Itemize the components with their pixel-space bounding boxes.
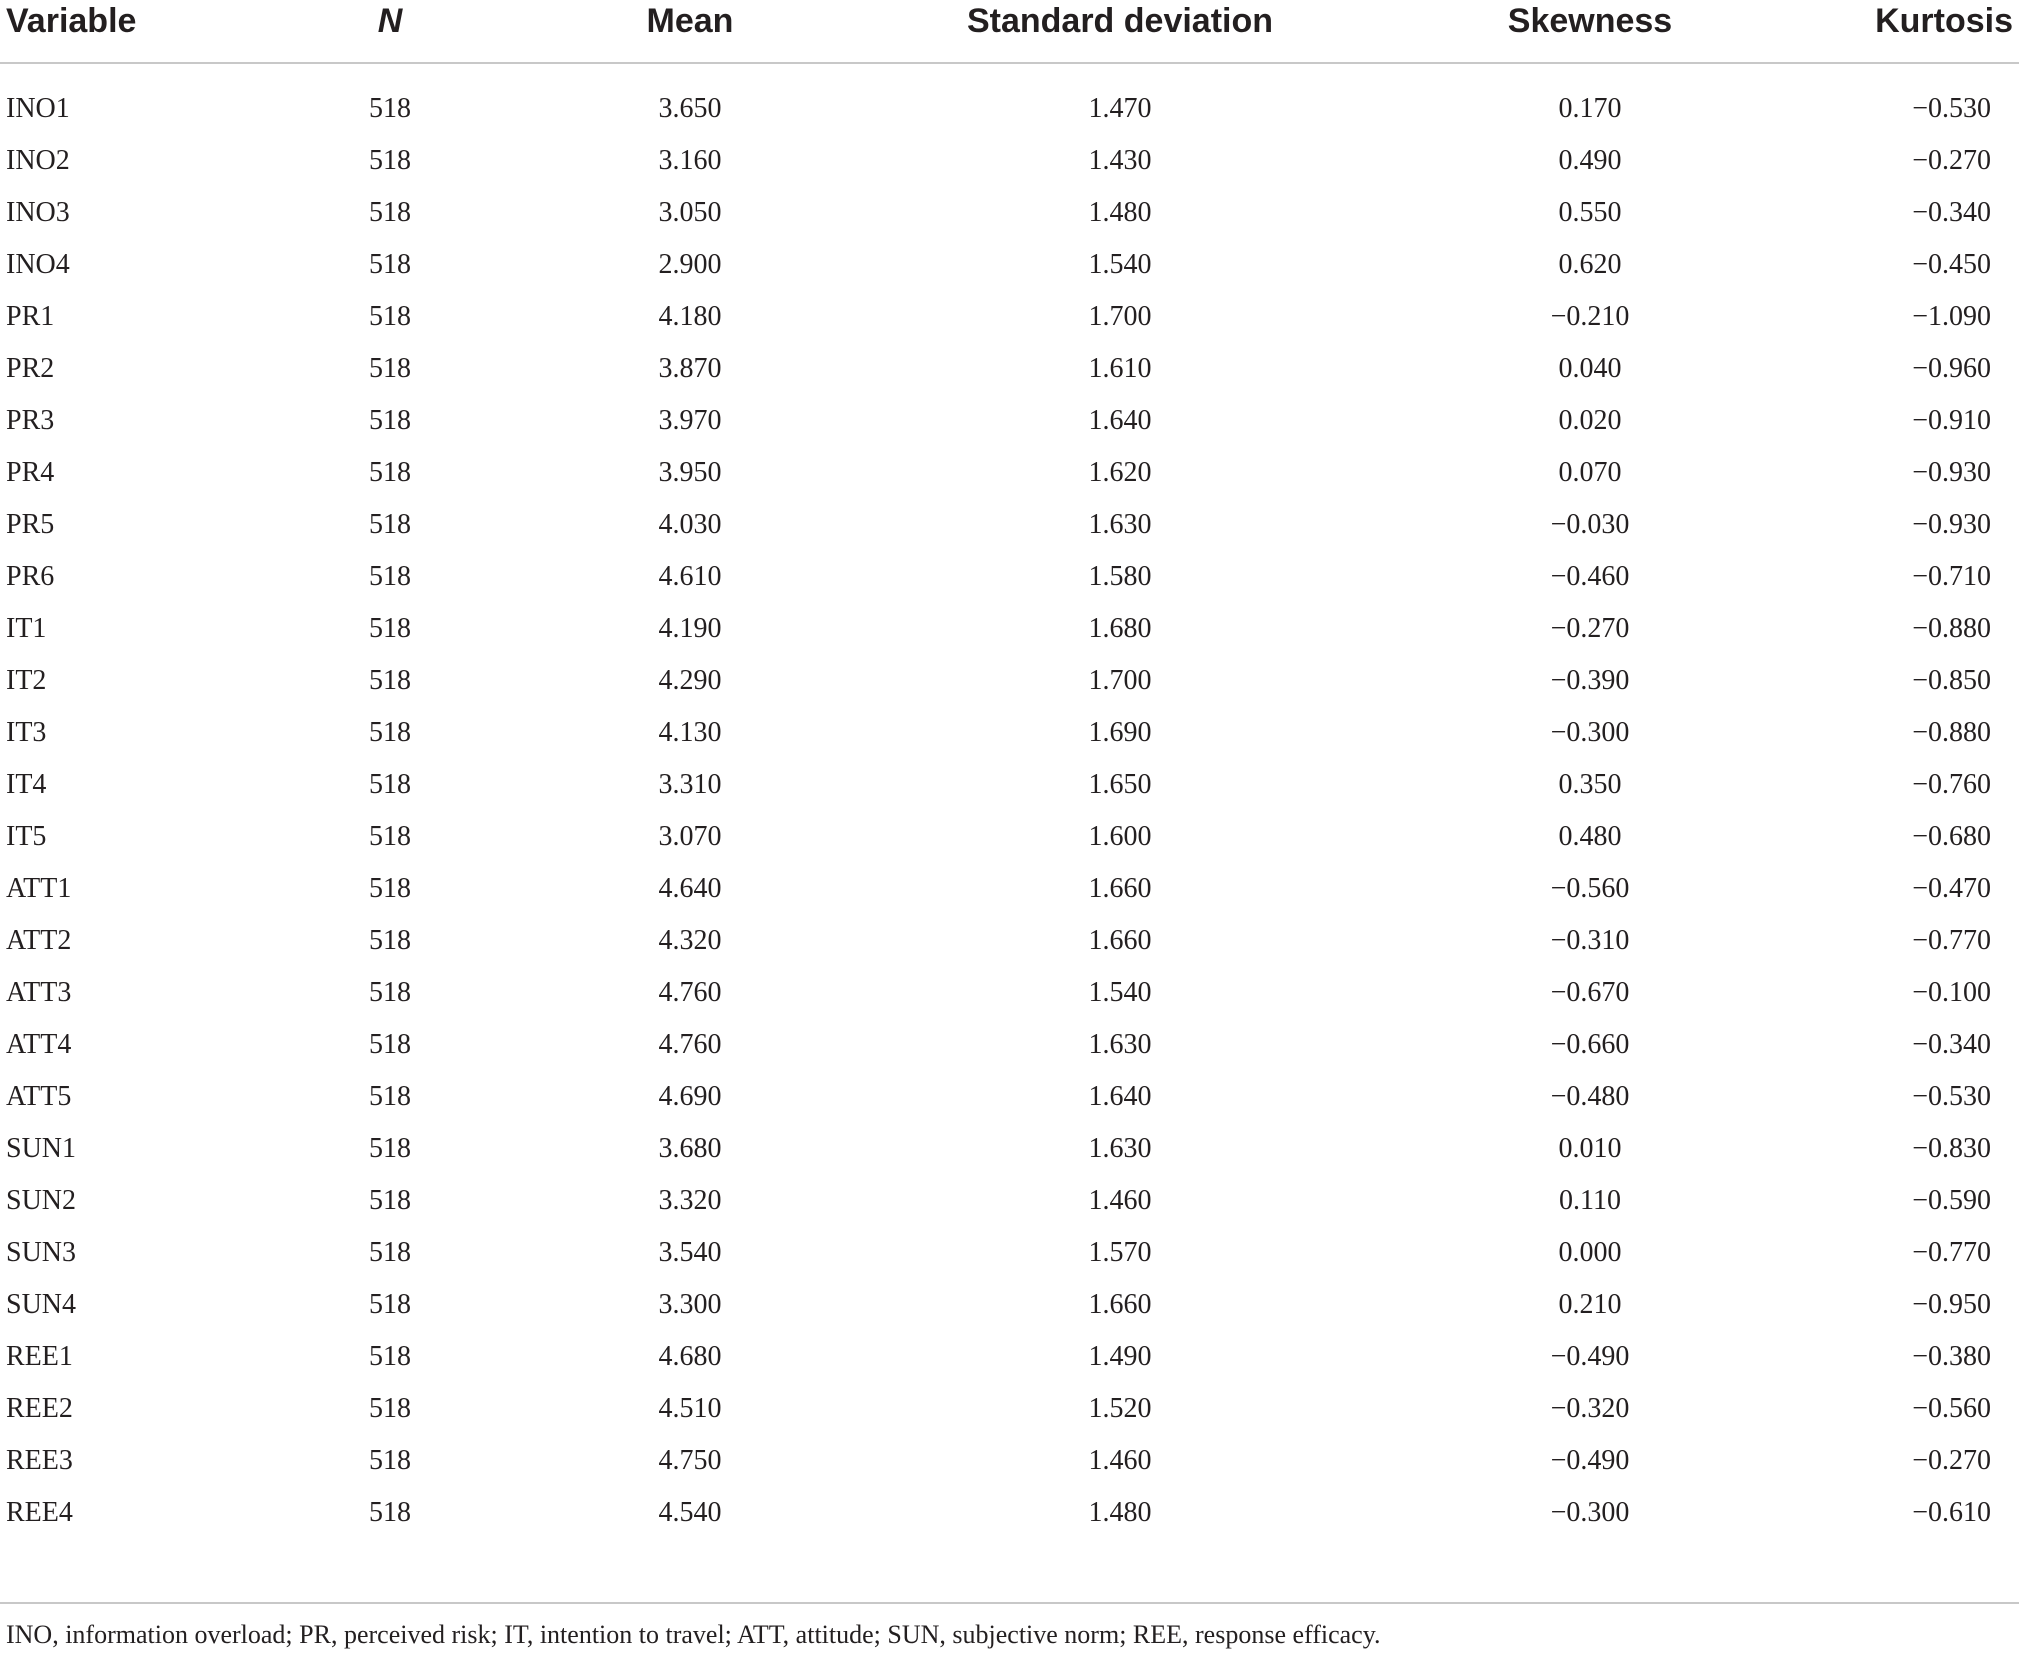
cell-standard-deviation: 1.660 [1088,925,1152,956]
cell-standard-deviation: 1.650 [1088,769,1152,800]
cell-standard-deviation: 1.540 [1088,249,1152,280]
cell-variable: SUN3 [6,1237,77,1268]
cell-n: 518 [369,561,411,592]
cell-mean: 4.760 [658,977,722,1008]
cell-standard-deviation: 1.660 [1088,1289,1152,1320]
cell-skewness: −0.490 [1550,1445,1630,1476]
cell-variable: IT3 [6,717,47,748]
cell-mean: 4.130 [658,717,722,748]
cell-kurtosis: −1.090 [1912,301,1991,332]
cell-mean: 4.750 [658,1445,722,1476]
cell-standard-deviation: 1.490 [1088,1341,1152,1372]
cell-skewness: −0.480 [1550,1081,1630,1112]
cell-standard-deviation: 1.430 [1088,145,1152,176]
cell-kurtosis: −0.760 [1912,769,1991,800]
cell-kurtosis: −0.610 [1912,1497,1991,1528]
cell-n: 518 [369,457,411,488]
cell-n: 518 [369,769,411,800]
cell-skewness: 0.000 [1558,1237,1622,1268]
cell-variable: REE3 [6,1445,73,1476]
table-row [0,764,2019,816]
cell-kurtosis: −0.380 [1912,1341,1991,1372]
cell-variable: SUN1 [6,1133,77,1164]
cell-standard-deviation: 1.640 [1088,405,1152,436]
header-kurtosis: Kurtosis [1875,2,2013,40]
cell-skewness: −0.310 [1550,925,1630,956]
cell-variable: ATT3 [6,977,72,1008]
cell-skewness: 0.020 [1558,405,1622,436]
cell-skewness: −0.490 [1550,1341,1630,1372]
cell-standard-deviation: 1.460 [1088,1445,1152,1476]
cell-mean: 4.320 [658,925,722,956]
cell-standard-deviation: 1.680 [1088,613,1152,644]
cell-n: 518 [369,821,411,852]
cell-n: 518 [369,717,411,748]
footer-divider [0,1602,2019,1604]
cell-variable: IT5 [6,821,47,852]
cell-standard-deviation: 1.540 [1088,977,1152,1008]
cell-mean: 3.300 [658,1289,722,1320]
cell-standard-deviation: 1.620 [1088,457,1152,488]
table-row [0,400,2019,452]
cell-n: 518 [369,405,411,436]
cell-kurtosis: −0.100 [1912,977,1991,1008]
cell-variable: PR1 [6,301,55,332]
table-row [0,1388,2019,1440]
cell-variable: INO2 [6,145,70,176]
cell-kurtosis: −0.930 [1912,457,1991,488]
cell-standard-deviation: 1.660 [1088,873,1152,904]
cell-standard-deviation: 1.610 [1088,353,1152,384]
cell-n: 518 [369,1029,411,1060]
cell-mean: 4.540 [658,1497,722,1528]
cell-kurtosis: −0.340 [1912,197,1991,228]
cell-kurtosis: −0.930 [1912,509,1991,540]
cell-standard-deviation: 1.640 [1088,1081,1152,1112]
cell-mean: 3.680 [658,1133,722,1164]
cell-kurtosis: −0.560 [1912,1393,1991,1424]
cell-n: 518 [369,197,411,228]
header-skewness: Skewness [1507,2,1673,40]
cell-skewness: 0.550 [1558,197,1622,228]
table-row [0,1232,2019,1284]
cell-kurtosis: −0.770 [1912,925,1991,956]
cell-standard-deviation: 1.580 [1088,561,1152,592]
cell-variable: IT2 [6,665,47,696]
cell-n: 518 [369,925,411,956]
cell-variable: INO4 [6,249,70,280]
cell-n: 518 [369,1133,411,1164]
cell-kurtosis: −0.710 [1912,561,1991,592]
table-row [0,868,2019,920]
cell-variable: IT1 [6,613,47,644]
cell-skewness: 0.490 [1558,145,1622,176]
cell-skewness: −0.660 [1550,1029,1630,1060]
table-row [0,192,2019,244]
table-row [0,660,2019,712]
cell-n: 518 [369,1497,411,1528]
cell-variable: PR6 [6,561,55,592]
cell-skewness: 0.010 [1558,1133,1622,1164]
cell-mean: 3.050 [658,197,722,228]
cell-variable: REE1 [6,1341,73,1372]
cell-skewness: 0.070 [1558,457,1622,488]
cell-mean: 3.970 [658,405,722,436]
cell-kurtosis: −0.830 [1912,1133,1991,1164]
cell-n: 518 [369,1237,411,1268]
table-row [0,608,2019,660]
table-row [0,504,2019,556]
cell-n: 518 [369,509,411,540]
cell-skewness: 0.110 [1559,1185,1621,1216]
cell-mean: 3.160 [658,145,722,176]
cell-variable: SUN4 [6,1289,77,1320]
cell-skewness: −0.460 [1550,561,1630,592]
cell-standard-deviation: 1.570 [1088,1237,1152,1268]
cell-skewness: 0.170 [1558,93,1622,124]
cell-mean: 4.680 [658,1341,722,1372]
cell-variable: PR4 [6,457,55,488]
cell-kurtosis: −0.450 [1912,249,1991,280]
cell-variable: PR5 [6,509,55,540]
cell-n: 518 [369,353,411,384]
table-row [0,140,2019,192]
table-row [0,1336,2019,1388]
table-header [0,0,2019,62]
cell-mean: 4.180 [658,301,722,332]
cell-kurtosis: −0.950 [1912,1289,1991,1320]
cell-skewness: −0.670 [1550,977,1630,1008]
cell-kurtosis: −0.850 [1912,665,1991,696]
cell-mean: 3.320 [658,1185,722,1216]
cell-n: 518 [369,249,411,280]
table-row [0,244,2019,296]
cell-variable: ATT5 [6,1081,72,1112]
cell-skewness: 0.620 [1558,249,1622,280]
header-standard-deviation: Standard deviation [966,2,1274,40]
table-row [0,920,2019,972]
cell-mean: 2.900 [658,249,722,280]
table-row [0,1128,2019,1180]
cell-mean: 4.610 [658,561,722,592]
cell-n: 518 [369,1393,411,1424]
table-row [0,88,2019,140]
cell-mean: 3.870 [658,353,722,384]
cell-skewness: −0.560 [1550,873,1630,904]
cell-kurtosis: −0.340 [1912,1029,1991,1060]
header-variable: Variable [6,2,137,40]
header-n: N [377,2,403,40]
cell-n: 518 [369,145,411,176]
cell-mean: 4.640 [658,873,722,904]
table-row [0,556,2019,608]
cell-variable: INO1 [6,93,70,124]
cell-variable: INO3 [6,197,70,228]
cell-kurtosis: −0.270 [1912,145,1991,176]
table-row [0,1284,2019,1336]
cell-kurtosis: −0.530 [1912,1081,1991,1112]
cell-standard-deviation: 1.480 [1088,1497,1152,1528]
cell-skewness: −0.320 [1550,1393,1630,1424]
cell-kurtosis: −0.680 [1912,821,1991,852]
cell-standard-deviation: 1.630 [1088,1133,1152,1164]
cell-skewness: −0.270 [1550,613,1630,644]
cell-mean: 4.190 [658,613,722,644]
cell-variable: IT4 [6,769,47,800]
cell-skewness: −0.030 [1550,509,1630,540]
table-body [0,88,2019,1544]
table-row [0,452,2019,504]
table-row [0,1440,2019,1492]
cell-standard-deviation: 1.700 [1088,301,1152,332]
cell-standard-deviation: 1.480 [1088,197,1152,228]
cell-skewness: −0.210 [1550,301,1630,332]
table-row [0,296,2019,348]
cell-variable: PR2 [6,353,55,384]
cell-mean: 4.030 [658,509,722,540]
cell-standard-deviation: 1.630 [1088,1029,1152,1060]
cell-skewness: 0.350 [1558,769,1622,800]
cell-variable: REE2 [6,1393,73,1424]
cell-n: 518 [369,1341,411,1372]
table-row [0,348,2019,400]
header-divider [0,62,2019,64]
cell-kurtosis: −0.590 [1912,1185,1991,1216]
cell-n: 518 [369,873,411,904]
cell-mean: 4.290 [658,665,722,696]
table-row [0,972,2019,1024]
cell-kurtosis: −0.270 [1912,1445,1991,1476]
cell-standard-deviation: 1.700 [1088,665,1152,696]
cell-standard-deviation: 1.470 [1088,93,1152,124]
cell-n: 518 [369,1289,411,1320]
cell-n: 518 [369,93,411,124]
cell-mean: 4.510 [658,1393,722,1424]
table-row [0,1076,2019,1128]
table-row [0,1180,2019,1232]
cell-mean: 3.310 [658,769,722,800]
cell-skewness: 0.040 [1558,353,1622,384]
cell-variable: SUN2 [6,1185,77,1216]
cell-n: 518 [369,301,411,332]
cell-standard-deviation: 1.690 [1088,717,1152,748]
cell-mean: 3.540 [658,1237,722,1268]
cell-n: 518 [369,1185,411,1216]
cell-skewness: −0.300 [1550,717,1630,748]
cell-variable: PR3 [6,405,55,436]
cell-kurtosis: −0.910 [1912,405,1991,436]
cell-mean: 4.690 [658,1081,722,1112]
table-row [0,1024,2019,1076]
cell-mean: 3.650 [658,93,722,124]
cell-mean: 3.950 [658,457,722,488]
table-row [0,1492,2019,1544]
cell-standard-deviation: 1.600 [1088,821,1152,852]
cell-skewness: 0.480 [1558,821,1622,852]
cell-n: 518 [369,1445,411,1476]
cell-kurtosis: −0.880 [1912,613,1991,644]
cell-kurtosis: −0.880 [1912,717,1991,748]
cell-variable: ATT4 [6,1029,72,1060]
cell-n: 518 [369,613,411,644]
cell-variable: ATT2 [6,925,72,956]
cell-kurtosis: −0.530 [1912,93,1991,124]
cell-standard-deviation: 1.630 [1088,509,1152,540]
cell-skewness: −0.390 [1550,665,1630,696]
cell-variable: REE4 [6,1497,73,1528]
cell-skewness: 0.210 [1558,1289,1622,1320]
cell-kurtosis: −0.770 [1912,1237,1991,1268]
cell-skewness: −0.300 [1550,1497,1630,1528]
cell-mean: 4.760 [658,1029,722,1060]
cell-n: 518 [369,977,411,1008]
cell-standard-deviation: 1.460 [1088,1185,1152,1216]
cell-n: 518 [369,665,411,696]
cell-standard-deviation: 1.520 [1088,1393,1152,1424]
cell-variable: ATT1 [6,873,72,904]
table-footnote: INO, information overload; PR, perceived risk; IT, intention to travel; ATT, attitude; SUN, subjective norm; REE, response efficacy. [6,1620,1381,1649]
header-mean: Mean [646,2,734,40]
table-row [0,816,2019,868]
cell-mean: 3.070 [658,821,722,852]
cell-kurtosis: −0.960 [1912,353,1991,384]
cell-kurtosis: −0.470 [1912,873,1991,904]
table-row [0,712,2019,764]
cell-n: 518 [369,1081,411,1112]
